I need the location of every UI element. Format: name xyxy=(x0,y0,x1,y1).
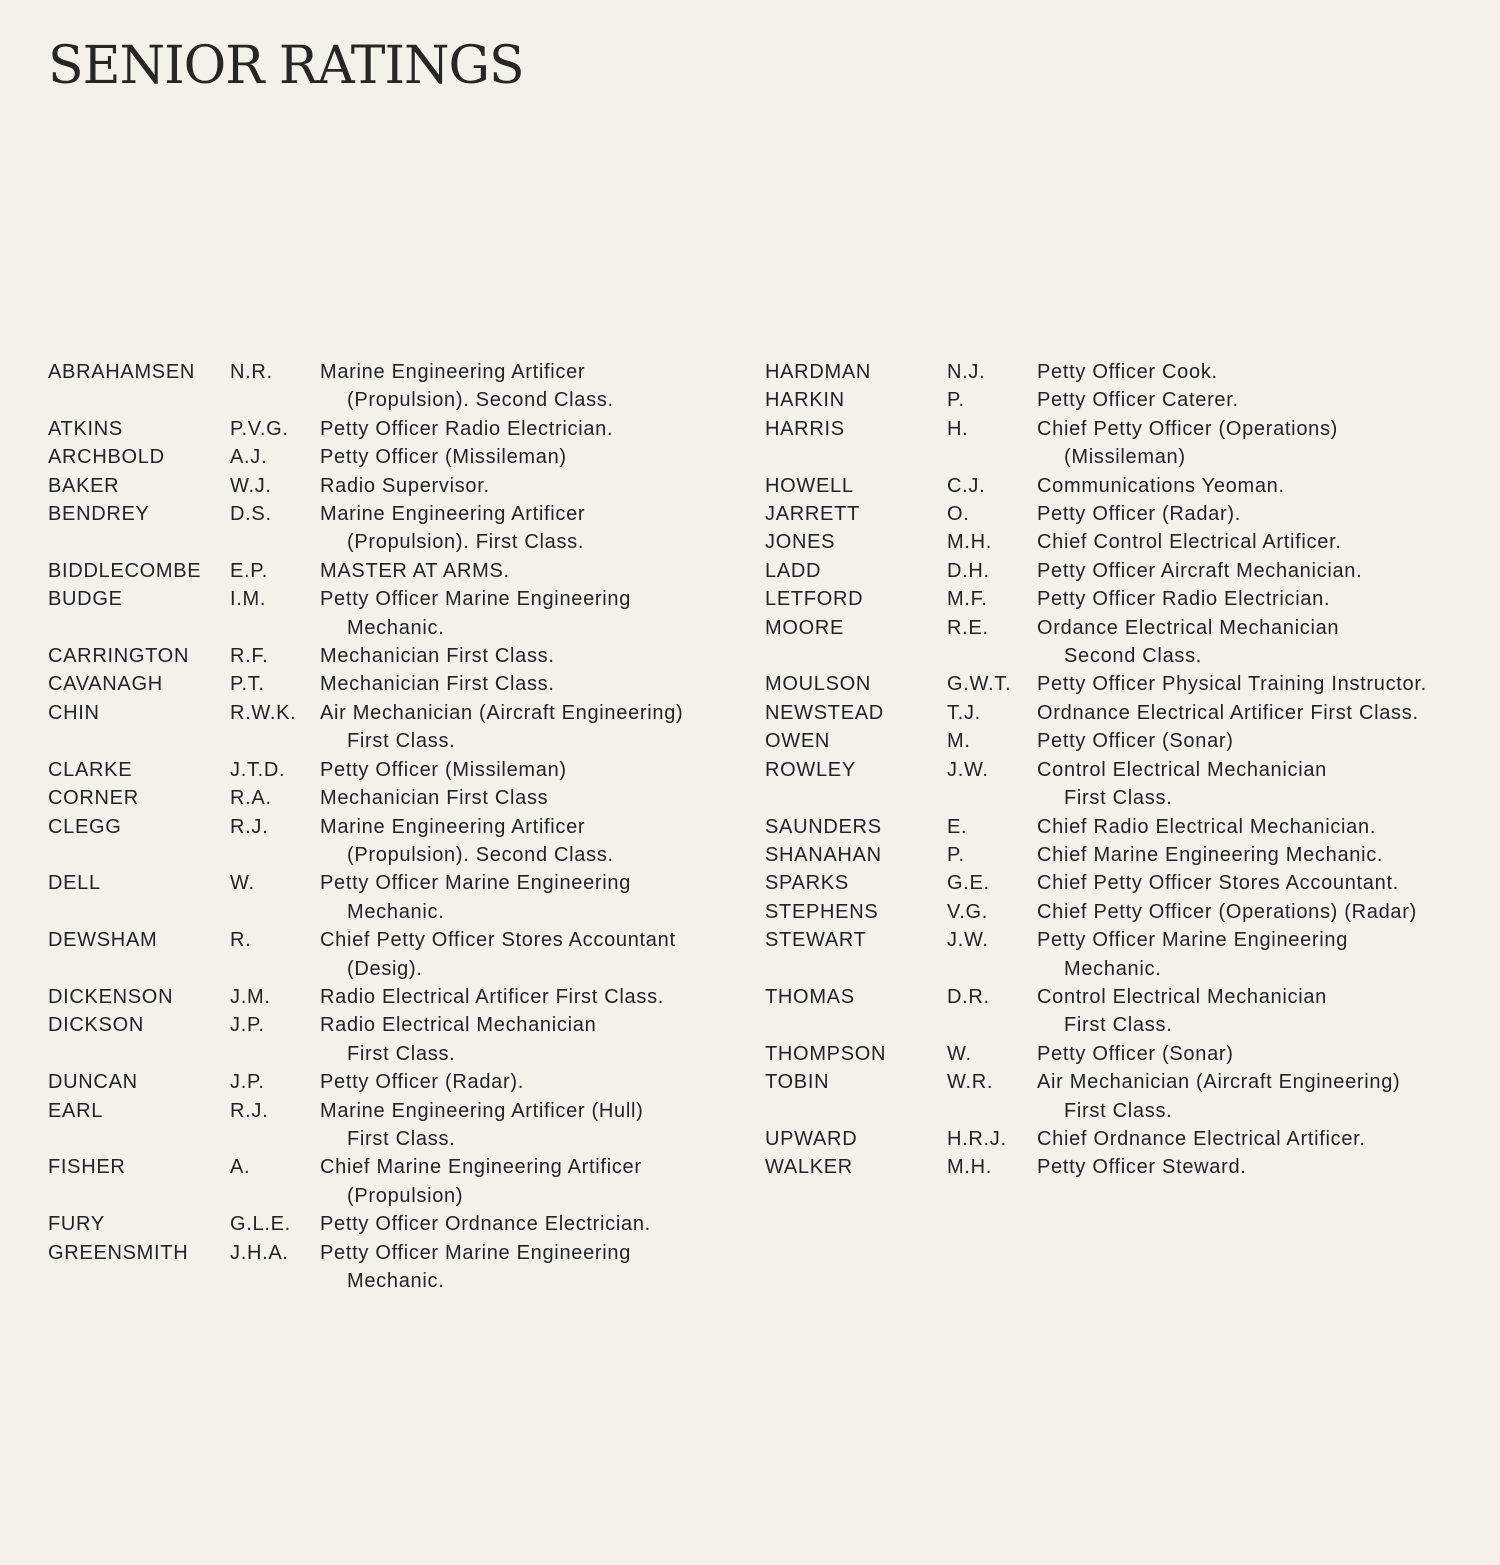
roster-entry xyxy=(48,699,748,756)
rating xyxy=(320,926,748,983)
rating-line: Ordnance Electrical Artificer First Class. xyxy=(1037,701,1419,724)
surname: LETFORD xyxy=(765,588,864,611)
surname: DICKSON xyxy=(48,1014,145,1037)
rating xyxy=(320,670,748,698)
rating xyxy=(320,642,748,670)
rating xyxy=(1037,699,1480,727)
rating xyxy=(320,415,748,443)
rating xyxy=(1037,1068,1480,1125)
surname: BUDGE xyxy=(48,588,123,611)
roster-entry xyxy=(48,983,748,1011)
rating xyxy=(1037,841,1480,869)
rating-line: Marine Engineering Artificer xyxy=(320,815,586,838)
rating xyxy=(1037,528,1480,556)
roster-entry xyxy=(48,642,748,670)
rating xyxy=(1037,926,1480,983)
roster-entry xyxy=(765,386,1480,414)
surname: MOULSON xyxy=(765,673,872,696)
roster-entry xyxy=(48,443,748,471)
rating xyxy=(1037,869,1480,897)
initials: J.P. xyxy=(230,1071,265,1094)
surname: ABRAHAMSEN xyxy=(48,361,196,383)
surname: JARRETT xyxy=(765,503,860,526)
roster-entry xyxy=(765,585,1480,613)
initials: D.S. xyxy=(230,503,272,526)
rating xyxy=(320,358,748,415)
rating-line: Air Mechanician (Aircraft Engineering) xyxy=(1037,1071,1401,1094)
rating xyxy=(320,585,748,642)
surname: CLEGG xyxy=(48,815,122,838)
rating xyxy=(320,813,748,870)
initials: M.F. xyxy=(947,588,988,611)
rating-line: Petty Officer Marine Engineering xyxy=(320,1241,632,1264)
rating-line: Petty Officer Ordnance Electrician. xyxy=(320,1213,651,1236)
rating-line: Petty Officer Cook. xyxy=(1037,361,1218,383)
surname: STEWART xyxy=(765,929,867,952)
surname: SHANAHAN xyxy=(765,843,882,866)
roster-entry xyxy=(48,869,748,926)
roster-entry xyxy=(765,557,1480,585)
surname: STEPHENS xyxy=(765,900,879,923)
initials: R.F. xyxy=(230,645,269,668)
rating-line: Petty Officer Aircraft Mechanician. xyxy=(1037,559,1363,582)
rating-line: Mechanic. xyxy=(1064,957,1162,980)
initials: E.P. xyxy=(230,559,269,582)
rating-line: (Desig). xyxy=(347,957,423,980)
initials: W. xyxy=(230,872,255,895)
rating-line: Radio Electrical Mechanician xyxy=(320,1014,597,1037)
surname: FURY xyxy=(48,1213,105,1236)
roster-entry xyxy=(48,1097,748,1154)
rating-line: Mechanic. xyxy=(347,616,445,639)
roster-entry xyxy=(48,472,748,500)
initials: E. xyxy=(947,815,968,838)
rating xyxy=(320,756,748,784)
rating-line: Marine Engineering Artificer xyxy=(320,503,586,526)
rating xyxy=(1037,756,1480,813)
rating-line: Petty Officer (Missileman) xyxy=(320,758,567,781)
rating-line: (Propulsion). First Class. xyxy=(347,531,585,554)
rating-line: Mechanician First Class. xyxy=(320,645,555,668)
initials: J.P. xyxy=(230,1014,265,1037)
rating-line: Petty Officer Marine Engineering xyxy=(1037,929,1349,952)
initials: A.J. xyxy=(230,446,268,469)
roster-entry xyxy=(48,358,748,415)
rating-line: First Class. xyxy=(1064,1014,1173,1037)
roster-entry xyxy=(765,528,1480,556)
initials: C.J. xyxy=(947,474,986,497)
initials: H.R.J. xyxy=(947,1127,1007,1150)
rating-line: Mechanic. xyxy=(347,900,445,923)
initials: H. xyxy=(947,417,969,440)
initials: R.J. xyxy=(230,815,269,838)
rating xyxy=(1037,386,1480,414)
rating-line: Ordance Electrical Mechanician xyxy=(1037,616,1340,639)
roster-entry xyxy=(765,1153,1480,1181)
surname: CLARKE xyxy=(48,758,133,781)
initials: R.E. xyxy=(947,616,989,639)
surname: LADD xyxy=(765,559,822,582)
surname: CARRINGTON xyxy=(48,645,190,668)
surname: TOBIN xyxy=(765,1071,830,1094)
rating-line: (Propulsion). Second Class. xyxy=(347,843,614,866)
surname: THOMPSON xyxy=(765,1042,887,1065)
rating xyxy=(1037,358,1480,386)
rating-line: Petty Officer (Sonar) xyxy=(1037,730,1234,753)
rating-line: Petty Officer Radio Electrician. xyxy=(320,417,614,440)
surname: GREENSMITH xyxy=(48,1241,189,1264)
surname: CORNER xyxy=(48,787,139,810)
surname: ROWLEY xyxy=(765,758,856,781)
roster-entry xyxy=(765,926,1480,983)
initials: G.L.E. xyxy=(230,1213,291,1236)
initials: V.G. xyxy=(947,900,988,923)
roster-entry xyxy=(765,898,1480,926)
initials: P. xyxy=(947,389,965,412)
initials: P.V.G. xyxy=(230,417,289,440)
rating-line: First Class. xyxy=(347,1127,456,1150)
surname: HARDMAN xyxy=(765,361,872,383)
roster-entry xyxy=(48,1210,748,1238)
initials: J.M. xyxy=(230,985,271,1008)
rating xyxy=(1037,585,1480,613)
rating xyxy=(320,869,748,926)
rating-line: (Propulsion) xyxy=(347,1184,464,1207)
rating-line: Marine Engineering Artificer xyxy=(320,361,586,383)
surname: BENDREY xyxy=(48,503,150,526)
rating xyxy=(320,1239,748,1296)
rating-line: Chief Marine Engineering Mechanic. xyxy=(1037,843,1384,866)
surname: CAVANAGH xyxy=(48,673,163,696)
initials: N.R. xyxy=(230,361,273,383)
roster-entry xyxy=(765,614,1480,671)
roster-entry xyxy=(765,756,1480,813)
roster-entry xyxy=(48,670,748,698)
surname: ATKINS xyxy=(48,417,123,440)
initials: N.J. xyxy=(947,361,986,383)
rating-line: Chief Control Electrical Artificer. xyxy=(1037,531,1342,554)
roster-right-column xyxy=(765,358,1480,1182)
rating-line: Petty Officer Marine Engineering xyxy=(320,872,632,895)
roster-entry xyxy=(48,926,748,983)
roster-entry xyxy=(765,358,1480,386)
rating-line: Control Electrical Mechanician xyxy=(1037,985,1328,1008)
surname: DELL xyxy=(48,872,101,895)
surname: UPWARD xyxy=(765,1127,858,1150)
roster-entry xyxy=(765,415,1480,472)
rating-line: Chief Radio Electrical Mechanician. xyxy=(1037,815,1377,838)
initials: O. xyxy=(947,503,970,526)
surname: HARRIS xyxy=(765,417,845,440)
initials: I.M. xyxy=(230,588,267,611)
rating-line: Mechanician First Class. xyxy=(320,673,555,696)
rating xyxy=(320,500,748,557)
rating xyxy=(320,1210,748,1238)
rating xyxy=(1037,1153,1480,1181)
surname: BIDDLECOMBE xyxy=(48,559,202,582)
initials: J.W. xyxy=(947,929,989,952)
rating-line: Petty Officer Caterer. xyxy=(1037,389,1239,412)
initials: M.H. xyxy=(947,1156,993,1179)
roster-entry xyxy=(765,1040,1480,1068)
rating xyxy=(1037,1125,1480,1153)
roster-entry xyxy=(765,727,1480,755)
initials: R.J. xyxy=(230,1099,269,1122)
initials: R. xyxy=(230,929,252,952)
initials: G.E. xyxy=(947,872,990,895)
roster-entry xyxy=(48,585,748,642)
rating-line: Chief Petty Officer Stores Accountant. xyxy=(1037,872,1399,895)
roster-entry xyxy=(765,1125,1480,1153)
initials: P. xyxy=(947,843,965,866)
surname: WALKER xyxy=(765,1156,853,1179)
rating-line: Petty Officer Physical Training Instructor. xyxy=(1037,673,1427,696)
initials: T.J. xyxy=(947,701,981,724)
initials: W.R. xyxy=(947,1071,994,1094)
rating-line: Petty Officer (Radar). xyxy=(320,1071,524,1094)
roster-left-column xyxy=(48,358,748,1295)
rating-line: Petty Officer (Radar). xyxy=(1037,503,1241,526)
initials: P.T. xyxy=(230,673,265,696)
rating-line: First Class. xyxy=(347,1042,456,1065)
surname: CHIN xyxy=(48,701,100,724)
rating-line: Petty Officer Steward. xyxy=(1037,1156,1247,1179)
initials: R.W.K. xyxy=(230,701,297,724)
rating xyxy=(320,784,748,812)
rating-line: Marine Engineering Artificer (Hull) xyxy=(320,1099,644,1122)
roster-entry xyxy=(765,670,1480,698)
rating-line: Communications Yeoman. xyxy=(1037,474,1285,497)
rating xyxy=(1037,500,1480,528)
rating xyxy=(320,699,748,756)
initials: D.H. xyxy=(947,559,990,582)
rating xyxy=(1037,898,1480,926)
surname: HARKIN xyxy=(765,389,845,412)
roster-entry xyxy=(765,841,1480,869)
initials: G.W.T. xyxy=(947,673,1012,696)
roster-entry xyxy=(48,756,748,784)
rating-line: Mechanic. xyxy=(347,1270,445,1292)
roster-entry xyxy=(48,1239,748,1296)
surname: EARL xyxy=(48,1099,104,1122)
surname: JONES xyxy=(765,531,836,554)
initials: D.R. xyxy=(947,985,990,1008)
rating-line: Chief Petty Officer (Operations) xyxy=(1037,417,1339,440)
roster-entry xyxy=(765,1068,1480,1125)
rating-line: MASTER AT ARMS. xyxy=(320,559,510,582)
rating xyxy=(1037,813,1480,841)
rating xyxy=(320,1153,748,1210)
page-title: SENIOR RATINGS xyxy=(48,36,524,96)
surname: SAUNDERS xyxy=(765,815,882,838)
initials: M. xyxy=(947,730,971,753)
surname: DICKENSON xyxy=(48,985,174,1008)
initials: R.A. xyxy=(230,787,272,810)
rating-line: Radio Supervisor. xyxy=(320,474,490,497)
surname: OWEN xyxy=(765,730,831,753)
roster-entry xyxy=(48,1068,748,1096)
roster-entry xyxy=(765,699,1480,727)
surname: NEWSTEAD xyxy=(765,701,884,724)
roster-entry xyxy=(765,869,1480,897)
rating xyxy=(1037,472,1480,500)
rating xyxy=(320,1097,748,1154)
rating xyxy=(320,443,748,471)
initials: J.W. xyxy=(947,758,989,781)
rating xyxy=(1037,557,1480,585)
initials: J.T.D. xyxy=(230,758,286,781)
rating xyxy=(1037,670,1480,698)
surname: BAKER xyxy=(48,474,120,497)
surname: ARCHBOLD xyxy=(48,446,165,469)
roster-entry xyxy=(48,1153,748,1210)
roster-entry xyxy=(48,1011,748,1068)
rating-line: Chief Ordnance Electrical Artificer. xyxy=(1037,1127,1366,1150)
roster-entry xyxy=(765,983,1480,1040)
roster-entry xyxy=(48,500,748,557)
roster-entry xyxy=(765,813,1480,841)
surname: DUNCAN xyxy=(48,1071,138,1094)
rating-line: First Class. xyxy=(347,730,456,753)
rating xyxy=(320,1011,748,1068)
rating xyxy=(320,557,748,585)
rating xyxy=(1037,983,1480,1040)
initials: W. xyxy=(947,1042,972,1065)
rating-line: First Class. xyxy=(1064,1099,1173,1122)
rating-line: Petty Officer (Sonar) xyxy=(1037,1042,1234,1065)
rating xyxy=(1037,415,1480,472)
rating-line: (Propulsion). Second Class. xyxy=(347,389,614,412)
surname: DEWSHAM xyxy=(48,929,158,952)
rating-line: Second Class. xyxy=(1064,645,1203,668)
rating-line: Petty Officer Marine Engineering xyxy=(320,588,632,611)
rating-line: Petty Officer (Missileman) xyxy=(320,446,567,469)
rating-line: First Class. xyxy=(1064,787,1173,810)
surname: FISHER xyxy=(48,1156,126,1179)
rating xyxy=(320,1068,748,1096)
surname: SPARKS xyxy=(765,872,849,895)
rating-line: Radio Electrical Artificer First Class. xyxy=(320,985,665,1008)
initials: W.J. xyxy=(230,474,272,497)
roster-entry xyxy=(48,557,748,585)
initials: A. xyxy=(230,1156,251,1179)
roster-entry xyxy=(48,415,748,443)
surname: THOMAS xyxy=(765,985,855,1008)
rating xyxy=(1037,614,1480,671)
rating xyxy=(320,983,748,1011)
rating-line: Mechanician First Class xyxy=(320,787,549,810)
rating xyxy=(1037,1040,1480,1068)
rating-line: Chief Marine Engineering Artificer xyxy=(320,1156,642,1179)
rating xyxy=(1037,727,1480,755)
rating-line: Chief Petty Officer (Operations) (Radar) xyxy=(1037,900,1417,923)
initials: M.H. xyxy=(947,531,993,554)
surname: HOWELL xyxy=(765,474,854,497)
initials: J.H.A. xyxy=(230,1241,289,1264)
rating-line: Chief Petty Officer Stores Accountant xyxy=(320,929,676,952)
rating-line: Air Mechanician (Aircraft Engineering) xyxy=(320,701,684,724)
rating xyxy=(320,472,748,500)
surname: MOORE xyxy=(765,616,845,639)
roster-entry xyxy=(765,472,1480,500)
roster-entry xyxy=(765,500,1480,528)
roster-entry xyxy=(48,784,748,812)
rating-line: (Missileman) xyxy=(1064,446,1186,469)
roster-entry xyxy=(48,813,748,870)
rating-line: Control Electrical Mechanician xyxy=(1037,758,1328,781)
rating-line: Petty Officer Radio Electrician. xyxy=(1037,588,1331,611)
